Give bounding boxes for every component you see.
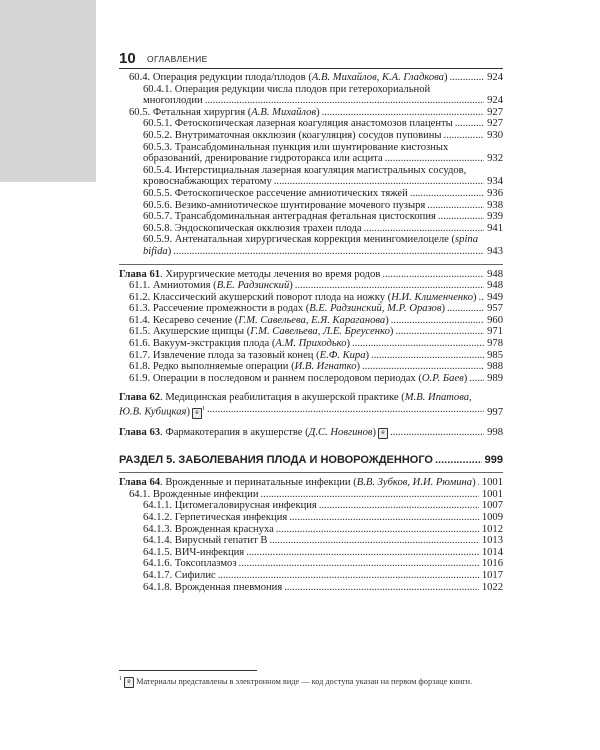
toc-entry-title xyxy=(143,582,479,594)
toc-entry-title xyxy=(119,269,484,281)
toc-entry[interactable] xyxy=(119,489,503,501)
page-ref: 948 xyxy=(487,280,503,292)
entry-text: 64.1.7. Сифилис xyxy=(143,569,216,581)
toc-entry[interactable] xyxy=(119,512,503,524)
entry-text-end: ) xyxy=(316,106,320,118)
toc-entry-title xyxy=(143,84,484,107)
toc-entry-title xyxy=(119,427,484,439)
entry-text-end: ) xyxy=(167,245,172,257)
toc-entry[interactable] xyxy=(119,303,503,315)
entry-text: 60.5. Фетальная хирургия ( xyxy=(129,106,252,118)
toc-entry-title xyxy=(143,200,484,212)
toc-entry[interactable] xyxy=(119,292,503,304)
entry-text: 60.4.1. Операция редукции числа плодов при гетерохориальной многоплодии xyxy=(143,83,431,107)
toc-entry[interactable] xyxy=(119,547,503,559)
toc-entry-title xyxy=(143,223,484,235)
toc-entry-title xyxy=(143,558,479,570)
entry-text: 64.1.4. Вирусный гепатит В xyxy=(143,535,268,547)
entry-text: 64.1.5. ВИЧ-инфекция xyxy=(143,546,245,558)
entry-text-end: ) xyxy=(346,338,351,350)
page-ref: 943 xyxy=(487,245,503,257)
page-ref: 997 xyxy=(487,406,503,418)
toc-entry[interactable] xyxy=(119,500,503,512)
toc-chapter[interactable] xyxy=(119,269,503,281)
entry-text-end: ) xyxy=(389,326,394,338)
footnote-ref: 1 xyxy=(202,406,205,413)
toc-spacer xyxy=(119,439,503,447)
chapter-label: Глава 61 xyxy=(119,268,161,280)
entry-text: 60.5.2. Внутриматочная окклюзия (коагуляция) сосудов пуповины xyxy=(143,129,442,141)
entry-authors: Н.И. Клименченко xyxy=(391,291,473,303)
toc-entry[interactable] xyxy=(119,200,503,212)
page-ref: 985 xyxy=(487,349,503,361)
entry-text: 60.5.8. Эндоскопическая окклюзия трахеи плода xyxy=(143,222,362,234)
page-ref: 930 xyxy=(487,129,503,141)
toc-divider xyxy=(119,264,503,265)
toc-entry-title xyxy=(129,361,484,373)
electronic-material-icon: e xyxy=(124,677,134,688)
toc-entry-title xyxy=(129,315,484,327)
toc-entry[interactable] xyxy=(119,211,503,223)
entry-text-end: ) xyxy=(186,406,190,418)
entry-text: 60.4. Операция редукции плода/плодов ( xyxy=(129,72,312,83)
toc-entry-title xyxy=(129,326,484,338)
page-ref: 1009 xyxy=(481,511,503,523)
page-ref: 1012 xyxy=(481,523,503,535)
toc-entry-title xyxy=(119,392,484,418)
toc-entry-title xyxy=(129,107,484,119)
entry-text: 60.5.7. Трансабдоминальная антеградная фетальная цистоскопия xyxy=(143,211,436,223)
toc-entry-title xyxy=(143,211,484,223)
toc-section[interactable] xyxy=(119,455,503,467)
toc-entry[interactable] xyxy=(119,107,503,119)
entry-authors: А.М. Приходько xyxy=(275,338,347,350)
entry-text-end: ) xyxy=(356,361,361,373)
toc-entry[interactable] xyxy=(119,142,503,165)
page-ref: 960 xyxy=(487,314,503,326)
toc-entry[interactable] xyxy=(119,582,503,594)
entry-text: 64.1.3. Врожденная краснуха xyxy=(143,523,274,535)
toc-entry-title xyxy=(143,524,479,536)
entry-text: 61.2. Классический акушерский поворот плода на ножку ( xyxy=(129,291,392,303)
page-ref: 1014 xyxy=(481,546,503,558)
page-ref: 936 xyxy=(487,187,503,199)
toc-entry[interactable] xyxy=(119,338,503,350)
entry-text-end: ) xyxy=(472,477,476,489)
entry-authors: И.В. Игнатко xyxy=(294,361,357,373)
toc-entry-title xyxy=(129,292,484,304)
page-ref: 941 xyxy=(487,222,503,234)
page-ref: 949 xyxy=(487,291,503,303)
toc-entry[interactable] xyxy=(119,558,503,570)
page-ref: 938 xyxy=(487,199,503,211)
toc-entry-title xyxy=(129,280,484,292)
entry-text: 60.5.9. Антенатальная хирургическая коррекция менингомиелоцеле ( xyxy=(143,234,456,246)
toc-entry[interactable] xyxy=(119,535,503,547)
page-ref: 1013 xyxy=(481,535,503,547)
toc-entry[interactable] xyxy=(119,223,503,235)
toc-entry-title xyxy=(129,489,479,501)
toc-entry-title xyxy=(143,165,484,188)
toc-entry-title xyxy=(143,535,479,547)
entry-authors: М.В. Ипатова, Ю.В. Кубицкая xyxy=(119,392,472,418)
toc-entry-title xyxy=(119,477,479,489)
entry-text-end: ) xyxy=(443,72,448,83)
toc-entry-title xyxy=(129,338,484,350)
page-ref: 998 xyxy=(487,426,503,438)
page-number: 10 xyxy=(119,50,136,67)
page-ref: 948 xyxy=(487,268,503,280)
toc-entry[interactable] xyxy=(119,234,503,257)
entry-text: 61.3. Рассечение промежности в родах ( xyxy=(129,303,310,315)
toc-entry[interactable] xyxy=(119,350,503,362)
toc-entry[interactable] xyxy=(119,188,503,200)
page-ref: 989 xyxy=(487,372,503,384)
entry-text: 60.5.5. Фетоскопическое рассечение амниотических тяжей xyxy=(143,187,408,199)
electronic-material-icon: e xyxy=(378,428,388,439)
page-ref: 999 xyxy=(484,453,503,466)
page-ref: 1001 xyxy=(481,477,503,489)
toc-entry-title xyxy=(129,373,484,385)
entry-text: . Врожденные и перинатальные инфекции ( xyxy=(160,477,357,489)
toc-chapter[interactable] xyxy=(119,392,503,418)
entry-authors: Г.М. Савельева, Л.Е. Бреусенко xyxy=(250,326,390,338)
entry-text: 61.8. Редко выполняемые операции ( xyxy=(129,361,295,373)
toc-entry-title xyxy=(143,570,479,582)
page-ref: 924 xyxy=(487,72,503,83)
running-header: ОГЛАВЛЕНИЕ xyxy=(147,54,208,64)
entry-authors: Г.М. Савельева, Е.Я. Караганова xyxy=(238,314,386,326)
page-ref: 957 xyxy=(487,303,503,315)
page-ref: 932 xyxy=(487,153,503,165)
entry-text-end: ) xyxy=(463,372,468,384)
page-ref: 1001 xyxy=(481,488,503,500)
toc-entry[interactable] xyxy=(119,72,503,84)
entry-text: 61.5. Акушерские щипцы ( xyxy=(129,326,251,338)
entry-authors: А.В. Михайлов xyxy=(251,106,317,118)
chapter-label: Глава 63 xyxy=(119,426,161,438)
toc-entry-title xyxy=(143,234,484,257)
toc-entry[interactable] xyxy=(119,130,503,142)
toc-entry-title xyxy=(129,72,484,84)
entry-authors: А.В. Михайлов, К.А. Гладкова xyxy=(311,72,444,83)
footnote-rule xyxy=(119,670,257,671)
chapter-label: Глава 62 xyxy=(119,392,161,404)
entry-text-end: ) xyxy=(385,314,389,326)
entry-text: 61.1. Амниотомия ( xyxy=(129,280,217,292)
page-ref: 924 xyxy=(487,95,503,107)
toc-spacer xyxy=(119,419,503,427)
entry-text: 61.4. Кесарево сечение ( xyxy=(129,314,239,326)
footnote-text: Материалы представлены в электронном виде — код доступа указан на первом форзаце книги. xyxy=(136,676,473,686)
toc-entry[interactable] xyxy=(119,118,503,130)
entry-text-end: ) xyxy=(289,280,293,292)
entry-text: РАЗДЕЛ 5. ЗАБОЛЕВАНИЯ ПЛОДА И НОВОРОЖДЕННОГО xyxy=(119,454,433,466)
toc-entry-title xyxy=(143,130,484,142)
toc-chapter[interactable] xyxy=(119,477,503,489)
entry-text: . Медицинская реабилитация в акушерской практике ( xyxy=(160,392,405,404)
toc-entry-title xyxy=(143,547,479,559)
toc-spacer xyxy=(119,384,503,392)
entry-authors: О.Р. Баев xyxy=(421,372,464,384)
toc-entry-title xyxy=(143,512,479,524)
entry-text: 64.1. Врожденные инфекции xyxy=(129,488,259,500)
entry-authors: Е.Ф. Кира xyxy=(319,349,366,361)
page-ref: 934 xyxy=(487,176,503,188)
chapter-label: Глава 64 xyxy=(119,477,161,489)
toc-entry-title xyxy=(143,188,484,200)
toc-entry[interactable] xyxy=(119,373,503,385)
entry-text: 61.6. Вакуум-экстракция плода ( xyxy=(129,338,276,350)
page-ref: 1016 xyxy=(481,558,503,570)
page-ref: 927 xyxy=(487,118,503,130)
toc-entry[interactable] xyxy=(119,84,503,107)
page-ref: 971 xyxy=(487,326,503,338)
toc-entry-title xyxy=(119,455,482,467)
entry-text-end: ) xyxy=(365,349,370,361)
entry-text: . Фармакотерапия в акушерстве ( xyxy=(160,426,309,438)
electronic-material-icon: e xyxy=(192,408,202,419)
page-ref: 988 xyxy=(487,361,503,373)
page-ref: 1007 xyxy=(481,500,503,512)
page-ref: 927 xyxy=(487,106,503,118)
page-ref: 1022 xyxy=(481,581,503,593)
entry-authors: В.В. Зубков, И.И. Рюмина xyxy=(356,477,473,489)
toc-entry-title xyxy=(129,350,484,362)
toc-entry[interactable] xyxy=(119,570,503,582)
toc-entry-title xyxy=(143,142,484,165)
entry-text: 64.1.8. Врожденная пневмония xyxy=(143,581,283,593)
toc-entry[interactable] xyxy=(119,361,503,373)
entry-text: 61.9. Операции в последовом и раннем послеродовом периодах ( xyxy=(129,372,422,384)
entry-authors: spina bifida xyxy=(143,234,478,257)
entry-text: 64.1.2. Герпетическая инфекция xyxy=(143,511,288,523)
entry-authors: Д.С. Новгинов xyxy=(308,426,373,438)
entry-text-end: ) xyxy=(473,291,477,303)
entry-text: 60.5.6. Везико-амниотическое шунтирование мочевого пузыря xyxy=(143,199,426,211)
entry-authors: В.Е. Радзинский, М.Р. Оразов xyxy=(309,303,442,315)
toc-entry[interactable] xyxy=(119,524,503,536)
entry-text: 64.1.6. Токсоплазмоз xyxy=(143,558,237,570)
footnote-marker: 1 xyxy=(119,676,122,682)
entry-text: 60.5.3. Трансабдоминальная пункция или шунтирование кистозных образований, дренирование гидроторакса или асцита xyxy=(143,141,449,165)
page-ref: 1017 xyxy=(481,569,503,581)
entry-authors: В.Е. Радзинский xyxy=(216,280,290,292)
entry-text: . Хирургические методы лечения во время родов xyxy=(160,268,381,280)
page-ref: 939 xyxy=(487,211,503,223)
toc-entry-title xyxy=(143,118,484,130)
toc-entry-title xyxy=(129,303,484,315)
entry-text: 64.1.1. Цитомегаловирусная инфекция xyxy=(143,500,317,512)
toc-divider xyxy=(119,472,503,473)
footnote xyxy=(119,676,519,688)
table-of-contents xyxy=(119,72,503,593)
entry-text: 60.5.1. Фетоскопическая лазерная коагуляция анастомозов плаценты xyxy=(143,118,453,130)
gray-side-bar xyxy=(0,0,96,182)
page-ref: 978 xyxy=(487,338,503,350)
entry-text: 60.5.4. Интерстициальная лазерная коагуляция магистральных сосудов, кровоснабжающих тератому xyxy=(143,164,467,188)
toc-chapter[interactable] xyxy=(119,427,503,439)
toc-entry[interactable] xyxy=(119,326,503,338)
toc-entry[interactable] xyxy=(119,315,503,327)
header-rule xyxy=(119,68,503,69)
entry-text-end: ) xyxy=(441,303,445,315)
toc-entry[interactable] xyxy=(119,280,503,292)
entry-text: 61.7. Извлечение плода за тазовый конец ( xyxy=(129,349,320,361)
toc-entry-title xyxy=(143,500,479,512)
toc-entry[interactable] xyxy=(119,165,503,188)
entry-text-end: ) xyxy=(372,426,377,438)
